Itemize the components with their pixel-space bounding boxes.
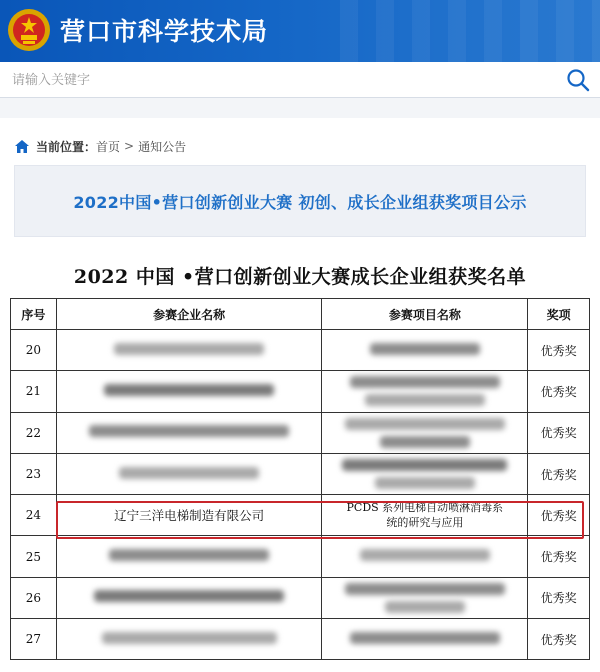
table-row <box>11 412 590 453</box>
project-name <box>322 495 528 536</box>
table-row <box>11 453 590 494</box>
project-name-line-2: 统的研究与应用 <box>386 516 464 530</box>
row-number: 22 <box>11 412 57 453</box>
redacted-company <box>56 577 322 618</box>
article-title-box <box>14 165 586 237</box>
column-header-number: 序号 <box>11 299 57 330</box>
redacted-company <box>56 330 322 371</box>
award-cell: 优秀奖 <box>528 330 590 371</box>
site-header <box>0 0 600 62</box>
award-cell: 优秀奖 <box>528 619 590 660</box>
table-header-row <box>11 299 590 330</box>
award-cell: 优秀奖 <box>528 412 590 453</box>
breadcrumb-home-link[interactable]: 首页 <box>96 139 121 154</box>
redacted-project <box>322 330 528 371</box>
section-divider <box>0 98 600 118</box>
redacted-project <box>322 536 528 577</box>
search-input[interactable] <box>12 66 552 94</box>
redacted-company <box>56 412 322 453</box>
redacted-project <box>322 453 528 494</box>
redacted-project <box>322 371 528 412</box>
column-header-project: 参赛项目名称 <box>322 299 528 330</box>
table-row <box>11 330 590 371</box>
home-icon <box>14 139 30 154</box>
row-number: 21 <box>11 371 57 412</box>
breadcrumb-separator: > <box>124 139 135 153</box>
document-image <box>0 246 600 672</box>
redacted-company <box>56 371 322 412</box>
article-title: 2022中国•营口创新创业大赛 初创、成长企业组获奖项目公示 <box>73 192 527 212</box>
award-cell: 优秀奖 <box>528 371 590 412</box>
search-bar <box>0 62 600 98</box>
award-cell: 优秀奖 <box>528 453 590 494</box>
search-icon[interactable] <box>566 68 590 92</box>
table-row <box>11 371 590 412</box>
document-title: 2022 中国 •营口创新创业大赛成长企业组获奖名单 <box>73 266 527 288</box>
breadcrumb-label: 当前位置： <box>36 139 97 154</box>
row-number: 23 <box>11 453 57 494</box>
row-number: 26 <box>11 577 57 618</box>
redacted-project <box>322 412 528 453</box>
redacted-project <box>322 619 528 660</box>
award-table <box>10 298 590 660</box>
company-name: 辽宁三洋电梯制造有限公司 <box>56 495 322 536</box>
award-cell: 优秀奖 <box>528 536 590 577</box>
award-cell: 优秀奖 <box>528 577 590 618</box>
redacted-company <box>56 619 322 660</box>
project-name-line-1: PCDS 系列电梯自动喷淋消毒系 <box>346 501 504 515</box>
column-header-award: 奖项 <box>528 299 590 330</box>
table-row <box>11 577 590 618</box>
row-number: 27 <box>11 619 57 660</box>
redacted-company <box>56 536 322 577</box>
breadcrumb <box>14 137 186 155</box>
site-title[interactable]: 营口市科学技术局 <box>60 17 269 46</box>
national-emblem-icon <box>6 6 52 54</box>
award-cell: 优秀奖 <box>528 495 590 536</box>
row-number: 25 <box>11 536 57 577</box>
row-number: 24 <box>11 495 57 536</box>
column-header-company: 参赛企业名称 <box>56 299 322 330</box>
table-row <box>11 536 590 577</box>
row-number: 20 <box>11 330 57 371</box>
table-row <box>11 619 590 660</box>
table-row-highlighted <box>11 495 590 536</box>
breadcrumb-notice-link[interactable]: 通知公告 <box>138 139 187 154</box>
redacted-company <box>56 453 322 494</box>
redacted-project <box>322 577 528 618</box>
